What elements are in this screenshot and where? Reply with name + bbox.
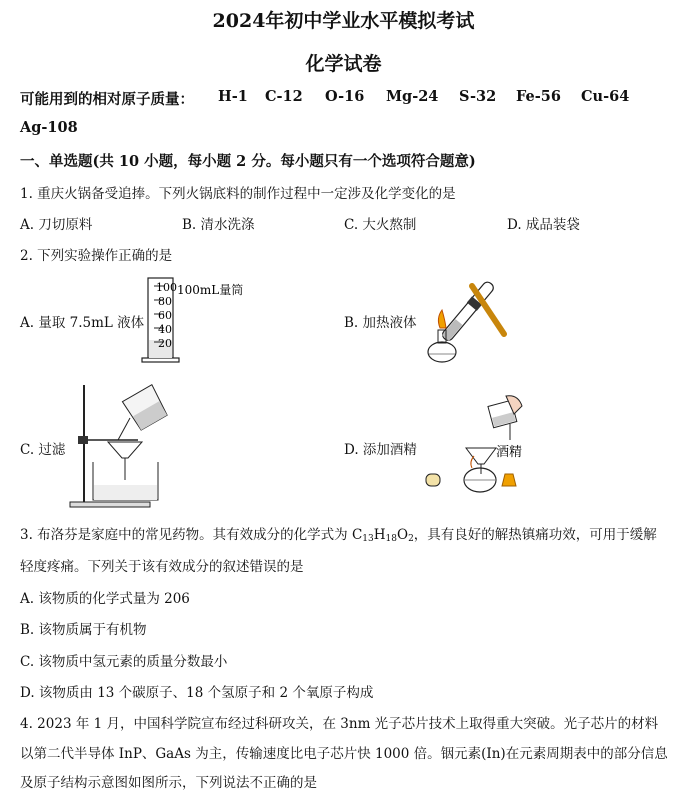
q2-option-c: C. 过滤: [20, 442, 66, 458]
cylinder-tick-label: 100: [156, 281, 177, 294]
q1-option-c: C. 大火熬制: [344, 217, 417, 233]
exam-subtitle: 化学试卷: [305, 53, 382, 75]
cylinder-label: 100mL量筒: [177, 283, 244, 297]
q3-option-c: C. 该物质中氢元素的质量分数最小: [20, 654, 228, 670]
atomic-mass-item: Fe-56: [516, 88, 561, 105]
q1-option-d: D. 成品装袋: [507, 217, 580, 233]
q3-option-d: D. 该物质由 13 个碳原子、18 个氢原子和 2 个氧原子构成: [20, 685, 374, 701]
cylinder-tick-label: 80: [158, 295, 172, 308]
atomic-mass-item: C-12: [265, 88, 303, 105]
atomic-mass-item: S-32: [459, 88, 497, 105]
adding-alcohol-figure: [420, 398, 530, 498]
q3-option-a: A. 该物质的化学式量为 206: [20, 591, 190, 607]
q4-stem-line3: 及原子结构示意图如图所示，下列说法不正确的是: [20, 775, 317, 791]
q3-option-b: B. 该物质属于有机物: [20, 622, 147, 638]
alcohol-label: 酒精: [496, 445, 523, 460]
atomic-mass-item: Mg-24: [386, 88, 439, 105]
exam-title: 2024年初中学业水平模拟考试: [212, 10, 475, 32]
filtration-figure: [68, 380, 178, 510]
q2-option-a: A. 量取 7.5mL 液体: [20, 315, 145, 331]
atomic-mass-item: Cu-64: [581, 88, 630, 105]
q1-option-b: B. 清水洗涤: [182, 217, 255, 233]
atomic-mass-item: H-1: [218, 88, 248, 105]
q1-option-a: A. 刀切原料: [20, 217, 93, 233]
cylinder-tick-label: 20: [158, 337, 172, 350]
q3-stem-line2: 轻度疼痛。下列关于该有效成分的叙述错误的是: [20, 559, 304, 575]
section-heading: 一、单选题(共 10 小题，每小题 2 分。每小题只有一个选项符合题意): [20, 153, 476, 170]
q2-option-d: D. 添加酒精: [344, 442, 417, 458]
q4-stem-line2: 以第二代半导体 InP、GaAs 为主，传输速度比电子芯片快 1000 倍。铟元素(In)在元素周期表中的部分信息: [20, 746, 668, 762]
cylinder-tick-label: 60: [158, 309, 172, 322]
heating-liquid-figure: [420, 274, 510, 366]
atomic-mass-item: Ag-108: [20, 119, 78, 136]
atomic-mass-label: 可能用到的相对原子质量：: [20, 91, 194, 108]
cylinder-tick-label: 40: [158, 323, 172, 336]
atomic-mass-item: O-16: [325, 88, 365, 105]
q4-stem-line1: 4. 2023 年 1 月，中国科学院宣布经过科研攻关，在 3nm 光子芯片技术上取得重大突破。光子芯片的材料: [20, 716, 659, 732]
q1-stem: 1. 重庆火锅备受追捧。下列火锅底料的制作过程中一定涉及化学变化的是: [20, 186, 456, 202]
graduated-cylinder-figure: [140, 272, 250, 364]
q2-option-b: B. 加热液体: [344, 315, 417, 331]
q3-stem-line1: 3. 布洛芬是家庭中的常见药物。其有效成分的化学式为 $C_{13}H_{18}O_2$，具有良好的解热镇痛功效，可用于缓解: [20, 527, 657, 544]
q2-stem: 2. 下列实验操作正确的是: [20, 248, 173, 264]
